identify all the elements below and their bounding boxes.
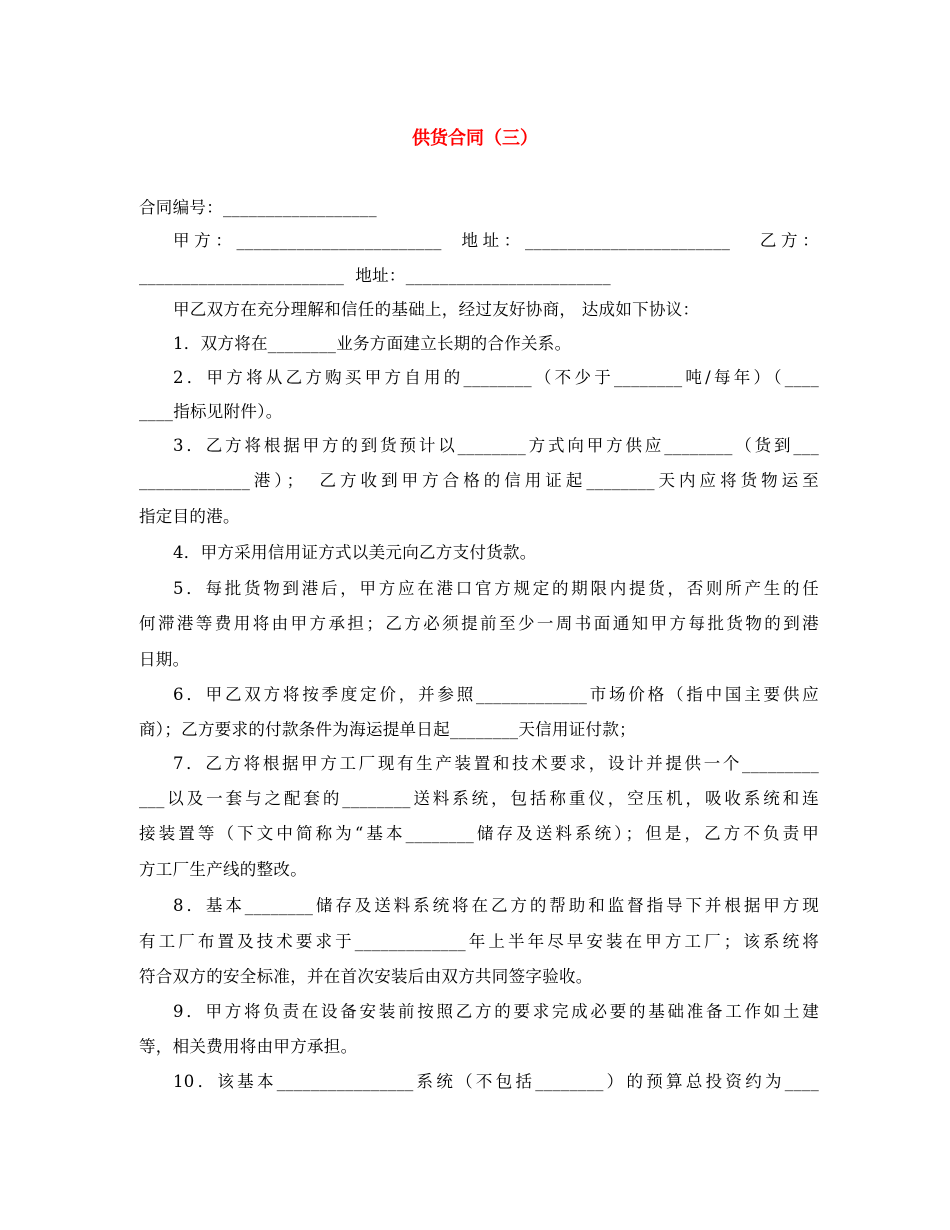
- clause-6-line-1: 6．甲乙双方将按季度定价，并参照_____________市场价格（指中国主要供应: [173, 685, 819, 704]
- clause-3-line-1: 3．乙方将根据甲方的到货预计以________方式向甲方供应________（货到___: [173, 436, 819, 455]
- clause-5-line-3: 日期。: [139, 650, 190, 669]
- clause-7-line-1: 7．乙方将根据甲方工厂现有生产装置和技术要求，设计并提供一个_________: [173, 754, 819, 773]
- clause-2-line-1: 2．甲方将从乙方购买甲方自用的________（不少于________吨/每年）（____: [173, 368, 819, 387]
- clause-6-line-2: 商）；乙方要求的付款条件为海运提单日起________天信用证付款；: [139, 720, 636, 739]
- clause-10-line-1: 10．该基本________________系统（不包括________）的预算总投资约为____: [173, 1072, 819, 1091]
- party-b-line: ________________________ 地址：________________________: [139, 266, 611, 285]
- clause-7-line-4: 方工厂生产线的整改。: [139, 860, 307, 879]
- clause-3-line-2: _____________港）； 乙方收到甲方合格的信用证起________天内应将货物运至: [139, 471, 819, 490]
- preamble-paragraph: 甲乙双方在充分理解和信任的基础上，经过友好协商， 达成如下协议：: [173, 300, 700, 319]
- contract-title: 供货合同（三）: [412, 128, 538, 149]
- clause-9-line-1: 9．甲方将负责在设备安装前按照乙方的要求完成必要的基础准备工作如土建: [173, 1002, 819, 1021]
- clause-3-line-3: 指定目的港。: [139, 507, 240, 526]
- clause-5-line-1: 5．每批货物到港后，甲方应在港口官方规定的期限内提货，否则所产生的任: [173, 579, 819, 598]
- clause-8-line-2: 有工厂布置及技术要求于_____________年上半年尽早安装在甲方工厂；该系统将: [139, 932, 819, 951]
- clause-9-line-2: 等，相关费用将由甲方承担。: [139, 1037, 358, 1056]
- party-a-line: 甲方：________________________ 地址：________________________ 乙方：: [173, 231, 819, 250]
- clause-2-line-2: ____指标见附件）。: [139, 402, 283, 421]
- clause-5-line-2: 何滞港等费用将由甲方承担；乙方必须提前至少一周书面通知甲方每批货物的到港: [139, 614, 819, 633]
- contract-number-line: 合同编号：__________________: [139, 198, 377, 217]
- clause-1: 1．双方将在________业务方面建立长期的合作关系。: [173, 334, 572, 353]
- clause-7-line-2: ___以及一套与之配套的________送料系统，包括称重仪，空压机，吸收系统和连: [139, 789, 819, 808]
- clause-7-line-3: 接装置等（下文中简称为“基本________储存及送料系统）；但是，乙方不负责甲: [139, 824, 819, 843]
- clause-4: 4．甲方采用信用证方式以美元向乙方支付货款。: [173, 543, 537, 562]
- clause-8-line-3: 符合双方的安全标准，并在首次安装后由双方共同签字验收。: [139, 967, 593, 986]
- clause-8-line-1: 8．基本________储存及送料系统将在乙方的帮助和监督指导下并根据甲方现: [173, 896, 819, 915]
